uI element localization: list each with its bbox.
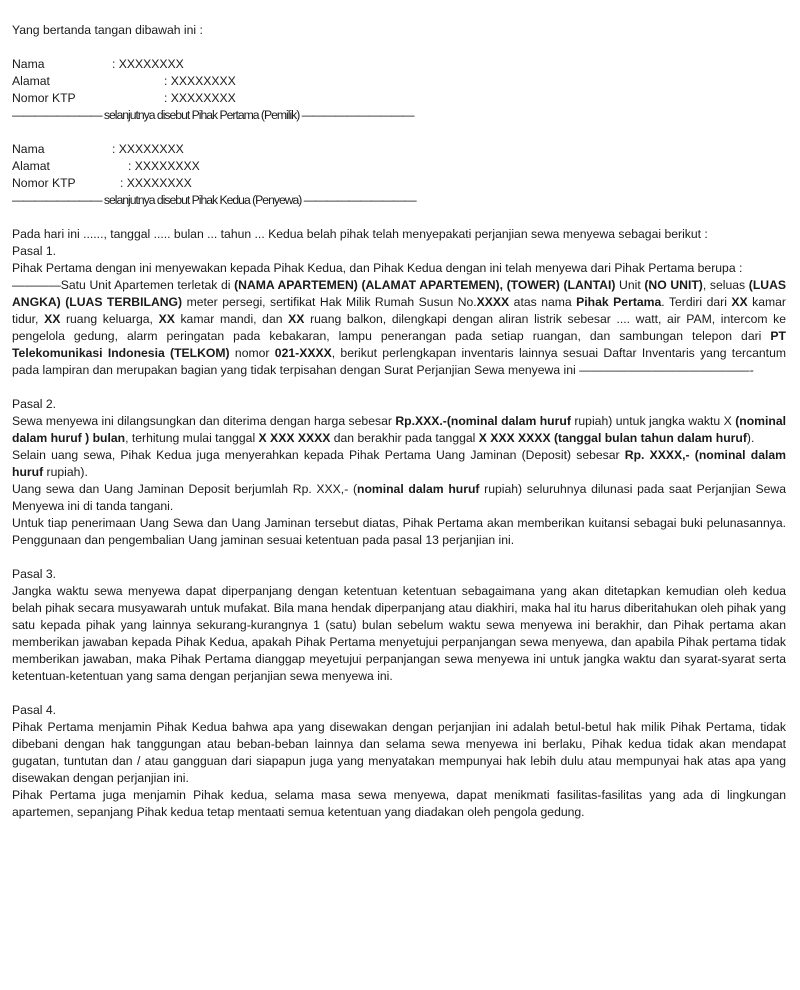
pasal-2-paragraph-3 — [12, 481, 786, 515]
text-run: Selain uang sewa, Pihak Kedua juga menyerahkan kepada Pihak Pertama Uang Jaminan (Deposit) sebesar — [12, 448, 625, 462]
bold-run: X XXX XXXX (tanggal bulan tahun dalam huruf — [478, 431, 747, 445]
text-run: rupiah) untuk jangka waktu X — [570, 414, 736, 428]
text-run: Unit — [615, 278, 645, 292]
field-value: : XXXXXXXX — [120, 176, 192, 190]
party2-ktp-row — [12, 175, 786, 192]
text-run: , terhitung mulai tanggal — [125, 431, 259, 445]
pasal-heading: Pasal 1. — [12, 244, 57, 258]
pasal-2-paragraph-2 — [12, 447, 786, 481]
party2-address-row — [12, 158, 786, 175]
party1-name-row — [12, 56, 786, 73]
party1-block — [12, 56, 786, 124]
field-label: Alamat — [12, 74, 50, 88]
text-run: ). — [746, 431, 755, 445]
bold-run: XX — [44, 312, 61, 326]
field-label: Nomor KTP — [12, 176, 76, 190]
bold-run: nominal dalam huruf — [357, 482, 480, 496]
party1-designation: ———————— selanjutnya disebut Pihak Pertama (Pemilik) —————————— — [12, 108, 414, 122]
text-run: , berikut perlengkapan inventaris lainnya sesuai Daftar Inventaris yang tercantum pada lampiran dan merupakan bagian yang tidak terpisahan dengan Surat Perjanjian Sewa menyewa ini ——————————————- — [12, 346, 786, 377]
party2-block — [12, 141, 786, 209]
spacer — [12, 124, 786, 141]
field-value: : XXXXXXXX — [112, 57, 184, 71]
text-run: . Terdiri dari — [661, 295, 732, 309]
pasal-2-paragraph-1 — [12, 413, 786, 447]
text-run: meter persegi, sertifikat Hak Milik Rumah Susun No. — [182, 295, 477, 309]
pasal-3-paragraph-1: Jangka waktu sewa menyewa dapat diperpanjang dengan ketentuan ketentuan sebagaimana yang akan ditetapkan kemudian oleh kedua belah pihak secara musyawarah untuk mufakat. Bila mana hendak diperpanjang atau diakhiri, maka hal itu harus diberitahukan oleh pihak yang satu kepada pihak yang lainnya sekurang-kurangnya 1 (satu) bulan sebelum waktu sewa menyewa ini berakhir, dan Pihak pertama akan memberikan jawaban kepada Pihak Kedua, apakah Pihak Pertama menyetujui perpanjangan sewa menyewa, dan apabila Pihak pertama tidak memberikan jawaban, maka Pihak Pertama dianggap meyetujui perpanjangan sewa menyewa ini untuk jangka waktu dan syarat-syarat serta ketentuan-ketentuan yang sama dengan perjanjian sewa menyewa ini. — [12, 584, 786, 683]
text-run: ————Satu Unit Apartemen terletak di — [12, 278, 235, 292]
bold-run: Pihak Pertama — [576, 295, 662, 309]
field-label: Nama — [12, 142, 45, 156]
pasal-2-paragraph-4: Untuk tiap penerimaan Uang Sewa dan Uang Jaminan tersebut diatas, Pihak Pertama akan memberikan kuitansi sebagai buki pelunasannya. Penggunaan dan pengembalian Uang jaminan sesuai ketentuan pada pasal 13 perjanjian ini. — [12, 516, 786, 547]
text-run: dan berakhir pada tanggal — [330, 431, 479, 445]
pasal-1-paragraph-2 — [12, 277, 786, 379]
spacer — [12, 209, 786, 226]
bold-run: PT Telekomunikasi Indonesia (TELKOM) — [12, 329, 786, 360]
party1-ktp-row — [12, 90, 786, 107]
bold-run: XX — [731, 295, 748, 309]
bold-run: (NAMA APARTEMEN) (ALAMAT APARTEMEN), (TOWER) (LANTAI) — [234, 278, 616, 292]
bold-run: (nominal dalam huruf ) bulan — [12, 414, 787, 445]
field-value: : XXXXXXXX — [164, 91, 236, 105]
text-run: , seluas — [702, 278, 749, 292]
text-run: rupiah) seluruhnya dilunasi pada saat Perjanjian Sewa Menyewa ini di tanda tangani. — [12, 482, 786, 513]
bold-run: XXXX — [476, 295, 510, 309]
pasal-heading: Pasal 3. — [12, 567, 57, 581]
bold-run: Rp. XXXX,- (nominal dalam huruf — [12, 448, 786, 479]
text-run: kamar mandi, dan — [174, 312, 289, 326]
text-run: kamar tidur, — [12, 295, 786, 326]
bold-run: (LUAS ANGKA) (LUAS TERBILANG) — [12, 278, 787, 309]
pasal-heading: Pasal 4. — [12, 703, 57, 717]
party2-name-row — [12, 141, 786, 158]
pasal-1-paragraph-1: Pihak Pertama dengan ini menyewakan kepada Pihak Kedua, dan Pihak Kedua dengan ini telah menyewa dari Pihak Pertama berupa : — [12, 261, 743, 275]
pasal-4-paragraph-1: Pihak Pertama menjamin Pihak Kedua bahwa apa yang disewakan dengan perjanjian ini adalah betul-betul hak milik Pihak Pertama, tidak dibebani dengan hak tanggungan atau beban-beban lainnya dan selama sewa menyewa ini berlaku, Pihak kedua tidak akan mendapat gugatan, tuntutan dan / atau gangguan dari siapapun juga yang menyatakan mempunyai hak lebih dulu atau mempunyai hak atas apa yang disewakan dengan perjanjian ini. — [12, 720, 786, 785]
pasal-4-paragraph-2: Pihak Pertama juga menjamin Pihak kedua, selama masa sewa menyewa, dapat menikmati fasilitas-fasilitas yang ada di lingkungan apartemen, sepanjang Pihak kedua tetap mentaati semua ketentuan yang diadakan oleh pengola gedung. — [12, 788, 786, 819]
bold-run: Rp.XXX.-(nominal dalam huruf — [395, 414, 571, 428]
agreement-line: Pada hari ini ......, tanggal ..... bulan ... tahun ... Kedua belah pihak telah menyepakati perjanjian sewa menyewa sebagai berikut : — [12, 227, 708, 241]
pasal-3 — [12, 566, 786, 685]
spacer — [12, 549, 786, 566]
pasal-1 — [12, 243, 786, 379]
text-run: Sewa menyewa ini dilangsungkan dan diterima dengan harga sebesar — [12, 414, 396, 428]
spacer — [12, 379, 786, 396]
spacer — [12, 39, 786, 56]
field-value: : XXXXXXXX — [128, 159, 200, 173]
bold-run: X XXX XXXX — [258, 431, 331, 445]
party1-address-row — [12, 73, 786, 90]
bold-run: XX — [158, 312, 175, 326]
party2-designation: ———————— selanjutnya disebut Pihak Kedua (Penyewa) —————————— — [12, 193, 416, 207]
text-run: ruang keluarga, — [60, 312, 159, 326]
field-label: Nama — [12, 57, 45, 71]
pasal-heading: Pasal 2. — [12, 397, 57, 411]
bold-run: XX — [288, 312, 305, 326]
spacer — [12, 685, 786, 702]
text-run: rupiah). — [43, 465, 88, 479]
field-label: Alamat — [12, 159, 50, 173]
pasal-2 — [12, 396, 786, 549]
intro-line: Yang bertanda tangan dibawah ini : — [12, 23, 203, 37]
text-run: atas nama — [509, 295, 577, 309]
bold-run: (NO UNIT) — [644, 278, 703, 292]
text-run: nomor — [229, 346, 275, 360]
bold-run: 021-XXXX — [274, 346, 332, 360]
field-value: : XXXXXXXX — [164, 74, 236, 88]
field-value: : XXXXXXXX — [112, 142, 184, 156]
text-run: Uang sewa dan Uang Jaminan Deposit berjumlah Rp. XXX,- ( — [12, 482, 357, 496]
text-run: ruang balkon, dilengkapi dengan aliran listrik sebesar .... watt, air PAM, intercom ke pengelola gedung, alarm peringatan pada kebakaran, lampu penerangan pada setiap ruangan, dan sambungan telepon dari — [12, 312, 787, 343]
field-label: Nomor KTP — [12, 91, 76, 105]
pasal-4 — [12, 702, 786, 821]
